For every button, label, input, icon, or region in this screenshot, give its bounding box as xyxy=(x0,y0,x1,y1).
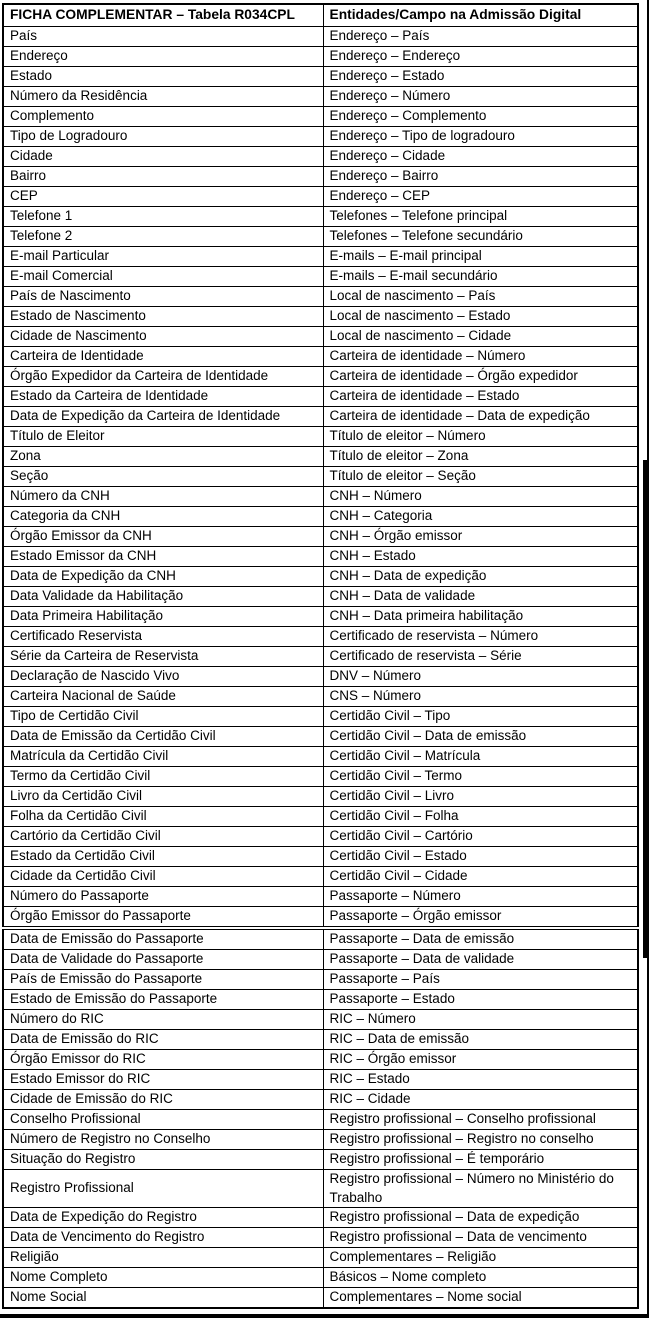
entidade-cell: Endereço – Complemento xyxy=(323,107,638,127)
entidade-cell: Telefones – Telefone secundário xyxy=(323,227,638,247)
table-row xyxy=(3,1070,638,1090)
campo-cell: País de Emissão do Passaporte xyxy=(3,970,323,990)
entidade-cell: Título de eleitor – Zona xyxy=(323,447,638,467)
campo-cell: Número da CNH xyxy=(3,487,323,507)
table-row xyxy=(3,1150,638,1170)
entidade-cell: RIC – Cidade xyxy=(323,1090,638,1110)
table-row xyxy=(3,1208,638,1228)
campo-cell: Conselho Profissional xyxy=(3,1110,323,1130)
table-row xyxy=(3,1090,638,1110)
table-row xyxy=(3,547,638,567)
entidade-cell: Passaporte – Data de validade xyxy=(323,950,638,970)
entidade-cell: Complementares – Nome social xyxy=(323,1288,638,1309)
table-row xyxy=(3,427,638,447)
entidade-cell: CNH – Estado xyxy=(323,547,638,567)
entidade-cell: Básicos – Nome completo xyxy=(323,1268,638,1288)
campo-cell: E-mail Comercial xyxy=(3,267,323,287)
entidade-cell: Carteira de identidade – Número xyxy=(323,347,638,367)
entidade-cell: Certidão Civil – Cartório xyxy=(323,827,638,847)
entidade-cell: Certidão Civil – Livro xyxy=(323,787,638,807)
entidade-cell: Endereço – Cidade xyxy=(323,147,638,167)
entidade-cell: Carteira de identidade – Data de expedição xyxy=(323,407,638,427)
table-row xyxy=(3,667,638,687)
entidade-cell: Certidão Civil – Matrícula xyxy=(323,747,638,767)
entidade-cell: RIC – Estado xyxy=(323,1070,638,1090)
campo-cell: Carteira Nacional de Saúde xyxy=(3,687,323,707)
campo-cell: Registro Profissional xyxy=(3,1170,323,1208)
mapping-table xyxy=(2,3,639,1309)
campo-cell: Zona xyxy=(3,447,323,467)
campo-cell: Data de Expedição da CNH xyxy=(3,567,323,587)
entidade-cell: CNH – Data de expedição xyxy=(323,567,638,587)
campo-cell: Tipo de Certidão Civil xyxy=(3,707,323,727)
entidade-cell: Endereço – País xyxy=(323,27,638,47)
entidade-cell: CNH – Órgão emissor xyxy=(323,527,638,547)
table-row xyxy=(3,1288,638,1309)
table-row xyxy=(3,147,638,167)
entidade-cell: Endereço – Bairro xyxy=(323,167,638,187)
table-row xyxy=(3,867,638,887)
campo-cell: Endereço xyxy=(3,47,323,67)
entidade-cell: Passaporte – Data de emissão xyxy=(323,928,638,950)
campo-cell: Situação do Registro xyxy=(3,1150,323,1170)
campo-cell: Folha da Certidão Civil xyxy=(3,807,323,827)
table-row xyxy=(3,647,638,667)
table-row xyxy=(3,67,638,87)
entidade-cell: Registro profissional – Número no Ministério do Trabalho xyxy=(323,1170,638,1208)
table-row xyxy=(3,367,638,387)
entidade-cell: Registro profissional – É temporário xyxy=(323,1150,638,1170)
entidade-cell: Carteira de identidade – Estado xyxy=(323,387,638,407)
campo-cell: Estado de Nascimento xyxy=(3,307,323,327)
table-row xyxy=(3,187,638,207)
table-row xyxy=(3,1130,638,1150)
entidade-cell: Telefones – Telefone principal xyxy=(323,207,638,227)
entidade-cell: Endereço – Endereço xyxy=(323,47,638,67)
campo-cell: Bairro xyxy=(3,167,323,187)
table-row xyxy=(3,527,638,547)
table-row xyxy=(3,167,638,187)
entidade-cell: RIC – Data de emissão xyxy=(323,1030,638,1050)
entidade-cell: Passaporte – Número xyxy=(323,887,638,907)
campo-cell: Telefone 1 xyxy=(3,207,323,227)
table-row xyxy=(3,1228,638,1248)
table-row xyxy=(3,467,638,487)
campo-cell: Declaração de Nascido Vivo xyxy=(3,667,323,687)
campo-cell: Categoria da CNH xyxy=(3,507,323,527)
campo-cell: CEP xyxy=(3,187,323,207)
entidade-cell: Certificado de reservista – Número xyxy=(323,627,638,647)
table-row xyxy=(3,1050,638,1070)
table-row xyxy=(3,607,638,627)
table-row xyxy=(3,267,638,287)
campo-cell: Órgão Emissor da CNH xyxy=(3,527,323,547)
table-row xyxy=(3,407,638,427)
table-row xyxy=(3,907,638,929)
table-row xyxy=(3,587,638,607)
table-row xyxy=(3,1268,638,1288)
table-row xyxy=(3,347,638,367)
table-row xyxy=(3,1010,638,1030)
table-row xyxy=(3,767,638,787)
table-row xyxy=(3,627,638,647)
header-row xyxy=(3,4,638,27)
campo-cell: Data Primeira Habilitação xyxy=(3,607,323,627)
table-row xyxy=(3,787,638,807)
campo-cell: Nome Completo xyxy=(3,1268,323,1288)
entidade-cell: CNS – Número xyxy=(323,687,638,707)
campo-cell: País de Nascimento xyxy=(3,287,323,307)
entidade-cell: Certificado de reservista – Série xyxy=(323,647,638,667)
scrollbar-thumb[interactable] xyxy=(643,460,649,958)
campo-cell: Data de Vencimento do Registro xyxy=(3,1228,323,1248)
entidade-cell: CNH – Número xyxy=(323,487,638,507)
entidade-cell: DNV – Número xyxy=(323,667,638,687)
table-row xyxy=(3,87,638,107)
campo-cell: Data de Emissão do Passaporte xyxy=(3,928,323,950)
campo-cell: Estado xyxy=(3,67,323,87)
table-row xyxy=(3,247,638,267)
mapping-table-body xyxy=(3,27,638,1309)
entidade-cell: E-mails – E-mail principal xyxy=(323,247,638,267)
campo-cell: Número do Passaporte xyxy=(3,887,323,907)
entidade-cell: Passaporte – Estado xyxy=(323,990,638,1010)
table-row xyxy=(3,387,638,407)
campo-cell: Estado Emissor da CNH xyxy=(3,547,323,567)
entidade-cell: Registro profissional – Registro no conselho xyxy=(323,1130,638,1150)
campo-cell: Estado da Certidão Civil xyxy=(3,847,323,867)
campo-cell: Data de Expedição da Carteira de Identidade xyxy=(3,407,323,427)
table-row xyxy=(3,990,638,1010)
table-row xyxy=(3,207,638,227)
campo-cell: E-mail Particular xyxy=(3,247,323,267)
entidade-cell: Endereço – CEP xyxy=(323,187,638,207)
table-row xyxy=(3,327,638,347)
campo-cell: Data Validade da Habilitação xyxy=(3,587,323,607)
entidade-cell: Título de eleitor – Seção xyxy=(323,467,638,487)
campo-cell: Órgão Emissor do Passaporte xyxy=(3,907,323,929)
campo-cell: Estado Emissor do RIC xyxy=(3,1070,323,1090)
campo-cell: Termo da Certidão Civil xyxy=(3,767,323,787)
entidade-cell: Certidão Civil – Cidade xyxy=(323,867,638,887)
campo-cell: Religião xyxy=(3,1248,323,1268)
campo-cell: Seção xyxy=(3,467,323,487)
campo-cell: Órgão Expedidor da Carteira de Identidade xyxy=(3,367,323,387)
entidade-cell: RIC – Órgão emissor xyxy=(323,1050,638,1070)
entidade-cell: CNH – Data primeira habilitação xyxy=(323,607,638,627)
campo-cell: Certificado Reservista xyxy=(3,627,323,647)
entidade-cell: Certidão Civil – Estado xyxy=(323,847,638,867)
campo-cell: Cidade xyxy=(3,147,323,167)
entidade-cell: Endereço – Número xyxy=(323,87,638,107)
entidade-cell: RIC – Número xyxy=(323,1010,638,1030)
campo-cell: Estado da Carteira de Identidade xyxy=(3,387,323,407)
campo-cell: Número do RIC xyxy=(3,1010,323,1030)
table-bottom-rule xyxy=(0,1314,649,1318)
campo-cell: Série da Carteira de Reservista xyxy=(3,647,323,667)
table-row xyxy=(3,27,638,47)
entidade-cell: Local de nascimento – País xyxy=(323,287,638,307)
table-row xyxy=(3,1030,638,1050)
entidade-cell: Complementares – Religião xyxy=(323,1248,638,1268)
table-row xyxy=(3,970,638,990)
campo-cell: Data de Emissão da Certidão Civil xyxy=(3,727,323,747)
table-row xyxy=(3,827,638,847)
entidade-cell: Certidão Civil – Data de emissão xyxy=(323,727,638,747)
entidade-cell: CNH – Data de validade xyxy=(323,587,638,607)
campo-cell: Número de Registro no Conselho xyxy=(3,1130,323,1150)
campo-cell: Título de Eleitor xyxy=(3,427,323,447)
table-row xyxy=(3,887,638,907)
campo-cell: Cartório da Certidão Civil xyxy=(3,827,323,847)
campo-cell: Matrícula da Certidão Civil xyxy=(3,747,323,767)
entidade-cell: E-mails – E-mail secundário xyxy=(323,267,638,287)
campo-cell: Órgão Emissor do RIC xyxy=(3,1050,323,1070)
table-row xyxy=(3,950,638,970)
entidade-cell: Endereço – Tipo de logradouro xyxy=(323,127,638,147)
table-row xyxy=(3,47,638,67)
table-row xyxy=(3,847,638,867)
entidade-cell: Passaporte – Órgão emissor xyxy=(323,907,638,929)
table-row xyxy=(3,747,638,767)
entidade-cell: Local de nascimento – Estado xyxy=(323,307,638,327)
campo-cell: Cidade de Nascimento xyxy=(3,327,323,347)
campo-cell: Complemento xyxy=(3,107,323,127)
entidade-cell: Registro profissional – Data de vencimento xyxy=(323,1228,638,1248)
campo-cell: Estado de Emissão do Passaporte xyxy=(3,990,323,1010)
table-row xyxy=(3,687,638,707)
campo-cell: Cidade de Emissão do RIC xyxy=(3,1090,323,1110)
table-row xyxy=(3,507,638,527)
entidade-cell: Local de nascimento – Cidade xyxy=(323,327,638,347)
campo-cell: Tipo de Logradouro xyxy=(3,127,323,147)
table-row xyxy=(3,567,638,587)
campo-cell: Data de Expedição do Registro xyxy=(3,1208,323,1228)
table-row xyxy=(3,287,638,307)
campo-cell: Livro da Certidão Civil xyxy=(3,787,323,807)
table-row xyxy=(3,307,638,327)
entidade-cell: Registro profissional – Data de expedição xyxy=(323,1208,638,1228)
table-row xyxy=(3,1248,638,1268)
campo-cell: Data de Validade do Passaporte xyxy=(3,950,323,970)
entidade-cell: Passaporte – País xyxy=(323,970,638,990)
table-row xyxy=(3,928,638,950)
table-row xyxy=(3,807,638,827)
header-cell-ficha-complementar: FICHA COMPLEMENTAR – Tabela R034CPL xyxy=(3,4,323,27)
entidade-cell: Carteira de identidade – Órgão expedidor xyxy=(323,367,638,387)
entidade-cell: Certidão Civil – Folha xyxy=(323,807,638,827)
entidade-cell: Certidão Civil – Tipo xyxy=(323,707,638,727)
table-row xyxy=(3,227,638,247)
table-row xyxy=(3,107,638,127)
entidade-cell: Certidão Civil – Termo xyxy=(323,767,638,787)
table-row xyxy=(3,1170,638,1208)
campo-cell: Telefone 2 xyxy=(3,227,323,247)
entidade-cell: Registro profissional – Conselho profissional xyxy=(323,1110,638,1130)
table-row xyxy=(3,447,638,467)
table-row xyxy=(3,127,638,147)
table-row xyxy=(3,707,638,727)
entidade-cell: Endereço – Estado xyxy=(323,67,638,87)
table-row xyxy=(3,1110,638,1130)
header-cell-entidades-campo: Entidades/Campo na Admissão Digital xyxy=(323,4,638,27)
campo-cell: Carteira de Identidade xyxy=(3,347,323,367)
entidade-cell: Título de eleitor – Número xyxy=(323,427,638,447)
campo-cell: Número da Residência xyxy=(3,87,323,107)
campo-cell: País xyxy=(3,27,323,47)
entidade-cell: CNH – Categoria xyxy=(323,507,638,527)
table-row xyxy=(3,727,638,747)
table-row xyxy=(3,487,638,507)
campo-cell: Cidade da Certidão Civil xyxy=(3,867,323,887)
campo-cell: Nome Social xyxy=(3,1288,323,1309)
campo-cell: Data de Emissão do RIC xyxy=(3,1030,323,1050)
